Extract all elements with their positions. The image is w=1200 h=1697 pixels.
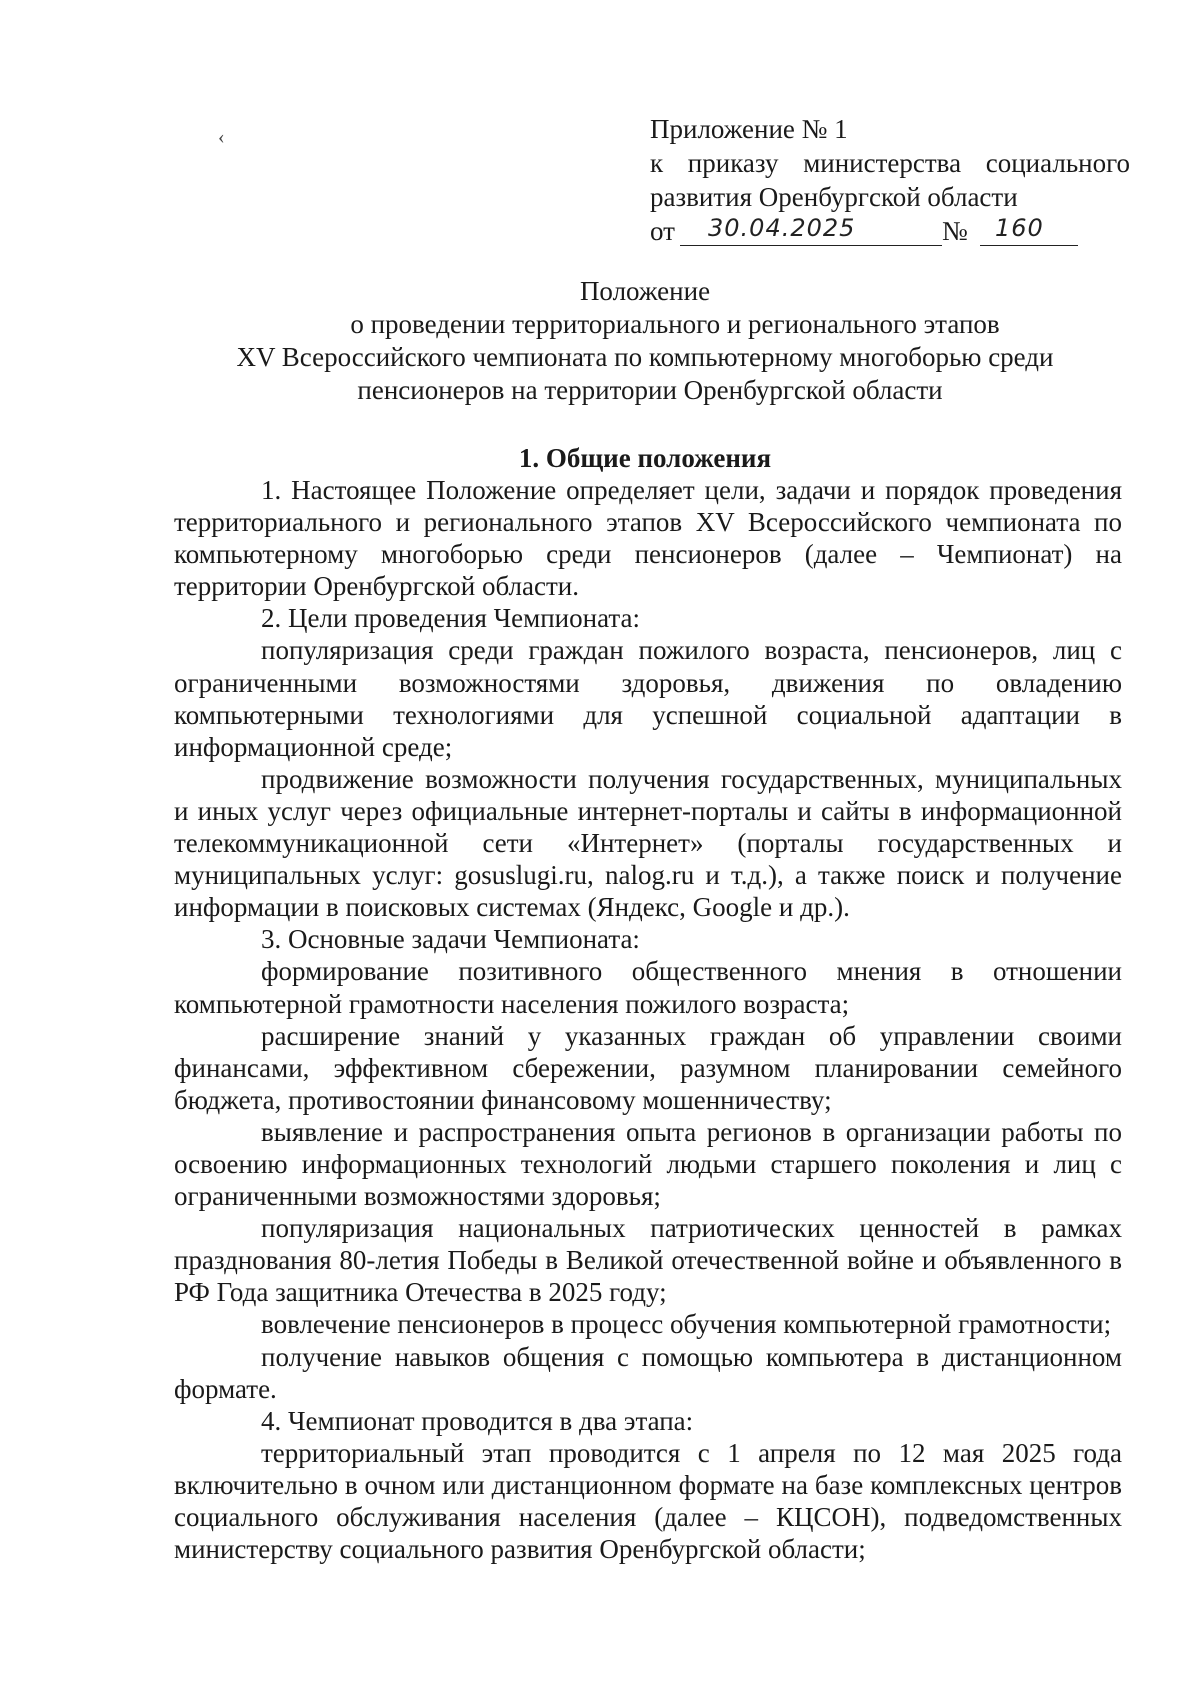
- paragraph-4: продвижение возможности получения государственных, муниципальных и иных услуг через официальные интернет-порталы и сайты в информационной телекоммуникационной сети «Интернет» (порталы государственных и муниципальных услуг: gosuslugi.ru, nalog.ru и т.д.), а также поиск и получение информации в поисковых системах (Яндекс, Google и др.).: [174, 763, 1122, 923]
- date-prefix: от: [650, 216, 675, 246]
- paragraph-3: популяризация среди граждан пожилого возраста, пенсионеров, лиц с ограниченными возможностями здоровья, движения по овладению компьютерными технологиями для успешной социальной адаптации в информационной среде;: [174, 635, 1122, 762]
- paragraph-11: получение навыков общения с помощью компьютера в дистанционном формате.: [174, 1341, 1122, 1404]
- paragraph-12: 4. Чемпионат проводится в два этапа:: [261, 1405, 694, 1436]
- scan-artifact-mark: ‹: [218, 126, 225, 148]
- date-underline: [680, 245, 942, 246]
- appendix-date-row: [650, 214, 1130, 250]
- title-line-4: пенсионеров на территории Оренбургской области: [357, 375, 943, 405]
- paragraph-6: формирование позитивного общественного мнения в отношении компьютерной грамотности населения пожилого возраста;: [174, 956, 1122, 1019]
- title-line-2: о проведении территориального и регионального этапов: [350, 309, 1000, 339]
- appendix-order-ref: к приказу министерства социального: [650, 148, 1130, 178]
- handwritten-number: 160: [995, 214, 1044, 242]
- appendix-ministry: развития Оренбургской области: [650, 182, 1018, 212]
- paragraph-1: 1. Настоящее Положение определяет цели, задачи и порядок проведения территориального и регионального этапов XV Всероссийского чемпионата по компьютерному многоборью среди пенсионеров (далее – Чемпионат) на территории Оренбургской области.: [174, 475, 1122, 602]
- document-title: [150, 275, 1140, 407]
- handwritten-date: 30.04.2025: [708, 214, 856, 242]
- paragraph-5: 3. Основные задачи Чемпионата:: [261, 924, 640, 955]
- appendix-number: Приложение № 1: [650, 114, 848, 144]
- paragraph-7: расширение знаний у указанных граждан об управлении своими финансами, эффективном сбережении, разумном планировании семейного бюджета, противостоянии финансовому мошенничеству;: [174, 1020, 1122, 1115]
- paragraph-13: территориальный этап проводится с 1 апреля по 12 мая 2025 года включительно в очном или дистанционном формате на базе комплексных центров социального обслуживания населения (далее – КЦСОН), подведомственных министерству социального развития Оренбургской области;: [174, 1437, 1122, 1565]
- paragraph-9: популяризация национальных патриотических ценностей в рамках празднования 80-летия Победы в Великой отечественной войне и объявленного в РФ Года защитника Отечества в 2025 году;: [174, 1213, 1122, 1308]
- paragraph-8: выявление и распространения опыта регионов в организации работы по освоению информационных технологий людьми старшего поколения и лиц с ограниченными возможностями здоровья;: [174, 1116, 1122, 1212]
- title-line-3: XV Всероссийского чемпионата по компьютерному многоборью среди: [236, 342, 1054, 372]
- number-underline: [980, 245, 1078, 246]
- section-body: [174, 474, 1122, 1565]
- paragraph-10: вовлечение пенсионеров в процесс обучения компьютерной грамотности;: [261, 1309, 1112, 1340]
- paragraph-2: 2. Цели проведения Чемпионата:: [261, 603, 640, 634]
- title-line-1: Положение: [579, 276, 711, 306]
- appendix-header: [650, 112, 1130, 250]
- number-prefix: №: [942, 216, 968, 246]
- section-heading: 1. Общие положения: [518, 443, 772, 473]
